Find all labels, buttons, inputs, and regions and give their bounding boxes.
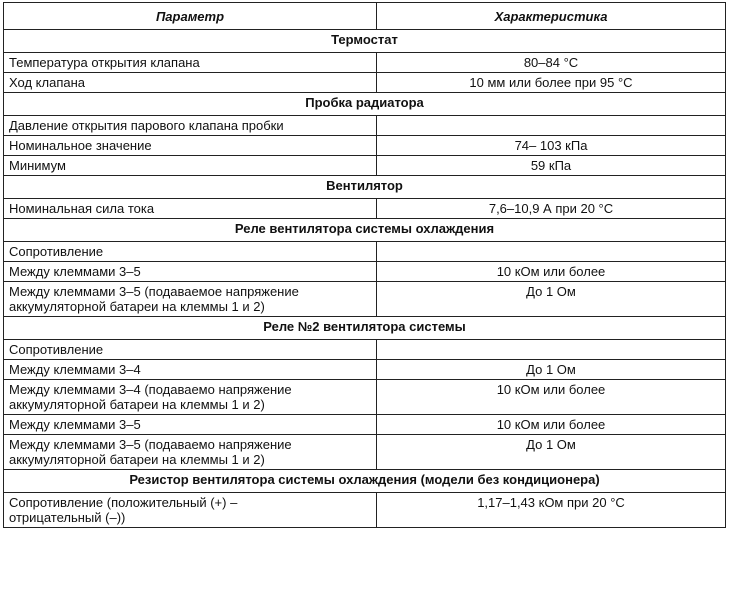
parameter-label: Сопротивление (положительный (+) – отрицательный (–)) <box>9 495 238 525</box>
section-row <box>4 30 726 53</box>
parameter-label: Между клеммами 3–5 <box>9 264 141 279</box>
parameter-cell <box>4 415 377 435</box>
value-cell <box>377 340 726 360</box>
table-row <box>4 360 726 380</box>
value-cell <box>377 242 726 262</box>
parameter-cell <box>4 116 377 136</box>
parameter-label: Ход клапана <box>9 75 85 90</box>
section-title: Реле вентилятора системы охлаждения <box>4 219 726 242</box>
table-row <box>4 242 726 262</box>
parameter-cell <box>4 262 377 282</box>
section-title: Термостат <box>4 30 726 53</box>
parameter-cell <box>4 360 377 380</box>
table-row <box>4 116 726 136</box>
parameter-label: Между клеммами 3–5 <box>9 417 141 432</box>
table-row <box>4 493 726 528</box>
parameter-cell <box>4 156 377 176</box>
value-cell: 10 кОм или более <box>377 380 726 415</box>
parameter-label: Номинальное значение <box>9 138 152 153</box>
section-title: Реле №2 вентилятора системы <box>4 317 726 340</box>
parameter-cell <box>4 73 377 93</box>
value-cell: До 1 Ом <box>377 282 726 317</box>
parameter-label: Минимум <box>9 158 66 173</box>
section-title: Пробка радиатора <box>4 93 726 116</box>
table-row <box>4 199 726 219</box>
section-row <box>4 317 726 340</box>
parameter-label: Между клеммами 3–5 (подаваемое напряжение аккумуляторной батареи на клеммы 1 и 2) <box>9 284 299 314</box>
spec-table <box>3 2 726 528</box>
table-row <box>4 136 726 156</box>
table-row <box>4 435 726 470</box>
table-row <box>4 415 726 435</box>
value-cell: 10 мм или более при 95 °С <box>377 73 726 93</box>
parameter-label: Номинальная сила тока <box>9 201 155 216</box>
parameter-label: Между клеммами 3–5 (подаваемо напряжение аккумуляторной батареи на клеммы 1 и 2) <box>9 437 292 467</box>
parameter-cell <box>4 340 377 360</box>
section-row <box>4 470 726 493</box>
value-cell: 10 кОм или более <box>377 415 726 435</box>
value-cell: 1,17–1,43 кОм при 20 °С <box>377 493 726 528</box>
table-row <box>4 73 726 93</box>
parameter-cell <box>4 380 377 415</box>
header-row <box>4 3 726 30</box>
table-row <box>4 156 726 176</box>
value-cell: До 1 Ом <box>377 435 726 470</box>
value-cell: 80–84 °С <box>377 53 726 73</box>
header-parameter: Параметр <box>4 3 377 30</box>
section-row <box>4 219 726 242</box>
value-cell: 7,6–10,9 А при 20 °С <box>377 199 726 219</box>
header-characteristic: Характеристика <box>377 3 726 30</box>
parameter-cell <box>4 199 377 219</box>
parameter-label: Между клеммами 3–4 (подаваемо напряжение аккумуляторной батареи на клеммы 1 и 2) <box>9 382 292 412</box>
table-row <box>4 53 726 73</box>
parameter-cell <box>4 136 377 156</box>
parameter-cell <box>4 53 377 73</box>
section-title: Вентилятор <box>4 176 726 199</box>
value-cell: До 1 Ом <box>377 360 726 380</box>
value-cell: 10 кОм или более <box>377 262 726 282</box>
parameter-label: Давление открытия парового клапана пробки <box>9 118 284 133</box>
parameter-label: Между клеммами 3–4 <box>9 362 141 377</box>
parameter-label: Температура открытия клапана <box>9 55 200 70</box>
parameter-cell <box>4 282 377 317</box>
parameter-cell <box>4 435 377 470</box>
table-row <box>4 282 726 317</box>
parameter-label: Сопротивление <box>9 342 104 357</box>
spec-body <box>4 30 726 528</box>
section-row <box>4 93 726 116</box>
value-cell: 74– 103 кПа <box>377 136 726 156</box>
parameter-label: Сопротивление <box>9 244 104 259</box>
value-cell <box>377 116 726 136</box>
section-title: Резистор вентилятора системы охлаждения (модели без кондиционера) <box>4 470 726 493</box>
parameter-cell <box>4 242 377 262</box>
value-cell: 59 кПа <box>377 156 726 176</box>
table-row <box>4 262 726 282</box>
parameter-cell <box>4 493 377 528</box>
table-row <box>4 340 726 360</box>
section-row <box>4 176 726 199</box>
table-row <box>4 380 726 415</box>
